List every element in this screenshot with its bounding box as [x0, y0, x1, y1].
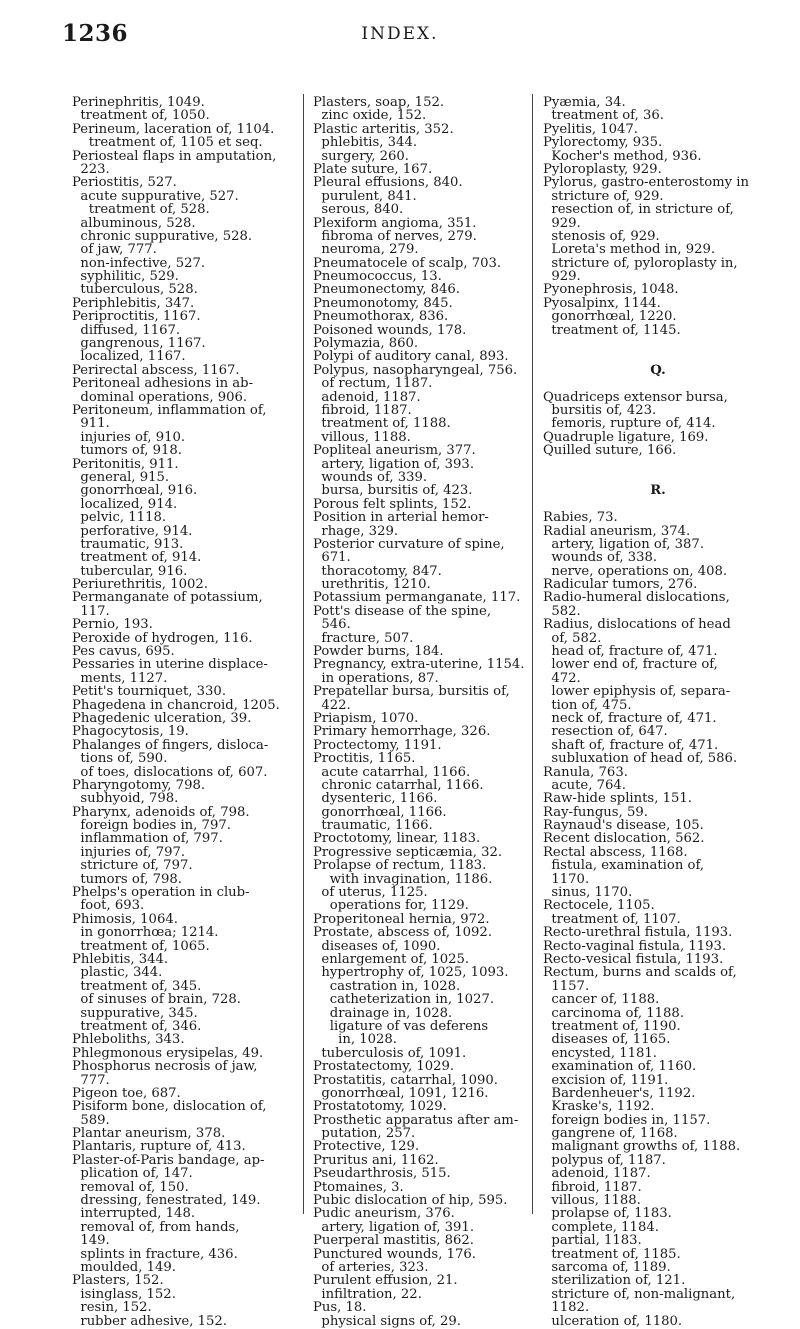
index-entry: Phagocytosis, 19.	[72, 724, 189, 740]
index-entry: treatment of, 528.	[72, 202, 210, 218]
index-entry: 546.	[313, 617, 351, 633]
index-entry: Plate suture, 167.	[313, 161, 433, 177]
index-entry: stricture of, 929.	[543, 188, 664, 204]
index-entry: Rectal abscess, 1168.	[543, 844, 688, 860]
index-entry: moulded, 149.	[72, 1259, 176, 1275]
column-divider	[303, 94, 304, 1214]
index-entry: Phimosis, 1064.	[72, 911, 178, 927]
index-entry	[543, 350, 773, 363]
index-entry: Plasters, 152.	[72, 1273, 164, 1289]
index-entry: Phelps's operation in club-	[72, 885, 250, 901]
index-entry: Petit's tourniquet, 330.	[72, 684, 227, 700]
index-entry: adenoid, 1187.	[543, 1166, 651, 1182]
index-entry: tuberculous, 528.	[72, 282, 198, 298]
index-entry: splints in fracture, 436.	[72, 1246, 238, 1262]
index-entry: villous, 1188.	[543, 1193, 641, 1209]
index-entry: complete, 1184.	[543, 1219, 659, 1235]
index-entry: Recto-urethral fistula, 1193.	[543, 925, 733, 941]
index-entry: Pregnancy, extra-uterine, 1154.	[313, 657, 525, 673]
index-entry: of jaw, 777.	[72, 242, 157, 258]
index-entry: fibroid, 1187.	[313, 402, 412, 418]
index-entry: Properitoneal hernia, 972.	[313, 911, 490, 927]
index-entry: Phagedenic ulceration, 39.	[72, 710, 252, 726]
index-entry: Pes cavus, 695.	[72, 644, 175, 660]
index-entry: treatment of, 1145.	[543, 322, 681, 338]
index-entry: thoracotomy, 847.	[313, 563, 442, 579]
index-entry: treatment of, 346.	[72, 1018, 202, 1034]
index-entry: Potassium permanganate, 117.	[313, 590, 521, 606]
index-entry: Porous felt splints, 152.	[313, 496, 472, 512]
index-entry: injuries of, 797.	[72, 844, 186, 860]
index-entry: Ranula, 763.	[543, 764, 628, 780]
index-entry: 911.	[72, 416, 110, 432]
index-entry: Rectum, burns and scalds of,	[543, 965, 737, 981]
index-entry: Recent dislocation, 562.	[543, 831, 705, 847]
index-entry: Polypi of auditory canal, 893.	[313, 349, 509, 365]
index-entry: Pneumococcus, 13.	[313, 269, 442, 285]
index-entry: Progressive septicæmia, 32.	[313, 844, 503, 860]
index-entry: acute, 764.	[543, 777, 626, 793]
index-entry: Ray-fungus, 59.	[543, 804, 648, 820]
index-entry: Permanganate of potassium,	[72, 590, 263, 606]
index-entry: Pubic dislocation of hip, 595.	[313, 1193, 508, 1209]
index-entry: foot, 693.	[72, 898, 145, 914]
index-entry: Recto-vesical fistula, 1193.	[543, 952, 724, 967]
index-entry: 472.	[543, 670, 581, 686]
index-entry: traumatic, 913.	[72, 536, 184, 552]
index-column-2	[313, 96, 543, 1328]
index-entry	[543, 377, 773, 390]
index-entry: foreign bodies in, 797.	[72, 818, 231, 834]
index-entry: 223.	[72, 161, 110, 177]
index-entry: diffused, 1167.	[72, 322, 181, 338]
index-entry: resection of, in stricture of,	[543, 202, 734, 218]
index-column-1	[72, 96, 302, 1328]
index-entry: stricture of, pyloroplasty in,	[543, 255, 738, 271]
index-entry: Phagedena in chancroid, 1205.	[72, 697, 280, 713]
index-entry: 929.	[543, 269, 581, 285]
index-entry: Pyæmia, 34.	[543, 95, 626, 110]
index-entry: of arteries, 323.	[313, 1259, 429, 1275]
index-entry: examination of, 1160.	[543, 1059, 697, 1075]
index-entry: zinc oxide, 152.	[313, 108, 427, 124]
index-entry: Quilled suture, 166.	[543, 443, 677, 459]
index-entry: stricture of, non-malignant,	[543, 1286, 736, 1302]
index-entry: Pisiform bone, dislocation of,	[72, 1099, 267, 1115]
index-entry: pelvic, 1118.	[72, 510, 167, 526]
index-entry: gangrene of, 1168.	[543, 1126, 678, 1142]
index-entry: treatment of, 1105 et seq.	[72, 135, 263, 151]
index-entry: Pigeon toe, 687.	[72, 1085, 181, 1101]
index-entry: treatment of, 36.	[543, 108, 664, 124]
index-entry: Pudic aneurism, 376.	[313, 1206, 455, 1222]
index-entry: bursitis of, 423.	[543, 402, 657, 418]
index-entry: Posterior curvature of spine,	[313, 536, 505, 552]
index-entry: Pessaries in uterine displace-	[72, 657, 268, 673]
index-entry: Pruritus ani, 1162.	[313, 1152, 439, 1168]
index-entry: of, 582.	[543, 630, 602, 646]
index-entry: Pott's disease of the spine,	[313, 603, 492, 619]
index-entry: Priapism, 1070.	[313, 710, 419, 726]
index-entry: femoris, rupture of, 414.	[543, 416, 716, 432]
index-entry: Loreta's method in, 929.	[543, 242, 716, 258]
index-entry: 777.	[72, 1072, 110, 1088]
index-entry: treatment of, 1185.	[543, 1246, 681, 1262]
index-entry: Pernio, 193.	[72, 617, 153, 633]
index-entry: fistula, examination of,	[543, 858, 705, 874]
index-entry: Perinephritis, 1049.	[72, 95, 205, 110]
index-entry: Periphlebitis, 347.	[72, 295, 195, 311]
index-entry: localized, 1167.	[72, 349, 186, 365]
index-entry: ments, 1127.	[72, 670, 168, 686]
index-entry: diseases of, 1165.	[543, 1032, 671, 1048]
index-entry: Radio-humeral dislocations,	[543, 590, 730, 606]
index-entry: phlebitis, 344.	[313, 135, 418, 151]
index-entry: hypertrophy of, 1025, 1093.	[313, 965, 509, 981]
index-entry: excision of, 1191.	[543, 1072, 669, 1088]
index-entry: drainage in, 1028.	[313, 1005, 453, 1021]
index-entry: acute catarrhal, 1166.	[313, 764, 471, 780]
index-entry: bursa, bursitis of, 423.	[313, 483, 473, 499]
index-entry: castration in, 1028.	[313, 978, 461, 994]
index-entry: tumors of, 798.	[72, 871, 182, 887]
index-entry: acute suppurative, 527.	[72, 188, 239, 204]
index-entry: Punctured wounds, 176.	[313, 1246, 476, 1262]
index-entry: Plastic arteritis, 352.	[313, 121, 454, 137]
index-entry: Pharynx, adenoids of, 798.	[72, 804, 250, 820]
index-entry: Phosphorus necrosis of jaw,	[72, 1059, 258, 1075]
index-entry: 1170.	[543, 871, 590, 887]
index-entry: Kocher's method, 936.	[543, 148, 702, 164]
index-entry: general, 915.	[72, 469, 170, 485]
index-entry: 582.	[543, 603, 581, 619]
index-entry: Ptomaines, 3.	[313, 1179, 404, 1195]
section-letter-heading: R.	[650, 483, 666, 499]
index-entry: 117.	[72, 603, 110, 619]
index-entry	[543, 458, 773, 471]
index-entry: tions of, 590.	[72, 751, 168, 767]
index-entry: gonorrhœal, 1220.	[543, 309, 677, 325]
index-entry: tuberculosis of, 1091.	[313, 1045, 467, 1061]
index-entry: prolapse of, 1183.	[543, 1206, 672, 1222]
index-entry: Puerperal mastitis, 862.	[313, 1233, 474, 1249]
index-entry: subhyoid, 798.	[72, 791, 179, 807]
index-entry: Raynaud's disease, 105.	[543, 818, 704, 834]
index-entry: Pharyngotomy, 798.	[72, 777, 206, 793]
index-entry: of toes, dislocations of, 607.	[72, 764, 268, 780]
index-entry: rhage, 329.	[313, 523, 399, 539]
index-entry: Prosthetic apparatus after am-	[313, 1112, 519, 1128]
index-entry: traumatic, 1166.	[313, 818, 433, 834]
index-entry: Recto-vaginal fistula, 1193.	[543, 938, 727, 954]
index-entry: Peritonitis, 911.	[72, 456, 179, 472]
index-entry: Poisoned wounds, 178.	[313, 322, 467, 338]
index-entry: Pseudarthrosis, 515.	[313, 1166, 451, 1182]
index-entry: foreign bodies in, 1157.	[543, 1112, 711, 1128]
index-entry: Peroxide of hydrogen, 116.	[72, 630, 253, 646]
index-entry: Rabies, 73.	[543, 510, 618, 526]
index-entry: artery, ligation of, 393.	[313, 456, 475, 472]
index-entry: with invagination, 1186.	[313, 871, 493, 887]
index-entry: gangrenous, 1167.	[72, 336, 206, 352]
index-entry: Pus, 18.	[313, 1300, 367, 1316]
index-entry: in, 1028.	[313, 1032, 397, 1048]
index-entry: artery, ligation of, 387.	[543, 536, 705, 552]
index-entry: carcinoma of, 1188.	[543, 1005, 685, 1021]
index-entry: in operations, 87.	[313, 670, 439, 686]
index-entry: gonorrhœal, 1091, 1216.	[313, 1085, 489, 1101]
index-entry: fracture, 507.	[313, 630, 414, 646]
index-entry: 589.	[72, 1112, 110, 1128]
index-column-3	[543, 96, 773, 1328]
index-entry	[543, 337, 773, 350]
index-entry: Pylorus, gastro-enterostomy in	[543, 175, 750, 191]
index-entry: in gonorrhœa; 1214.	[72, 925, 219, 941]
index-entry: treatment of, 1188.	[313, 416, 451, 432]
index-entry: plication of, 147.	[72, 1166, 193, 1182]
index-entry: lower end of, fracture of,	[543, 657, 718, 673]
index-entry: interrupted, 148.	[72, 1206, 196, 1222]
index-entry: Rectocele, 1105.	[543, 898, 655, 914]
index-entry: wounds of, 339.	[313, 469, 428, 485]
index-entry: Polypus, nasopharyngeal, 756.	[313, 362, 518, 378]
index-entry: resin, 152.	[72, 1300, 152, 1316]
index-entry: injuries of, 910.	[72, 429, 186, 445]
index-entry: treatment of, 1050.	[72, 108, 210, 124]
index-entry: fibroid, 1187.	[543, 1179, 642, 1195]
index-entry: Plantaris, rupture of, 413.	[72, 1139, 246, 1155]
index-entry: polypus of, 1187.	[543, 1152, 666, 1168]
index-entry: dressing, fenestrated, 149.	[72, 1193, 261, 1209]
index-entry: neck of, fracture of, 471.	[543, 710, 717, 726]
index-entry: isinglass, 152.	[72, 1286, 176, 1302]
index-entry: Pyonephrosis, 1048.	[543, 282, 679, 298]
index-entry: Radius, dislocations of head	[543, 617, 731, 633]
column-divider	[532, 94, 533, 1214]
index-entry: treatment of, 914.	[72, 550, 202, 566]
index-entry: Position in arterial hemor-	[313, 510, 489, 526]
index-entry: Pneumatocele of scalp, 703.	[313, 255, 502, 271]
index-entry: chronic suppurative, 528.	[72, 228, 253, 244]
index-entry: albuminous, 528.	[72, 215, 196, 231]
index-entry: Perirectal abscess, 1167.	[72, 362, 240, 378]
index-entry: removal of, from hands,	[72, 1219, 240, 1235]
index-entry: of rectum, 1187.	[313, 376, 433, 392]
index-entry: Pleural effusions, 840.	[313, 175, 463, 191]
index-entry: Peritoneum, inflammation of,	[72, 402, 267, 418]
index-entry: Prostate, abscess of, 1092.	[313, 925, 493, 941]
index-entry: Pneumothorax, 836.	[313, 309, 449, 325]
index-entry: Plasters, soap, 152.	[313, 95, 445, 110]
index-entry: 1157.	[543, 978, 590, 994]
index-entry: Quadriceps extensor bursa,	[543, 389, 728, 405]
index-entry: ulceration of, 1180.	[543, 1313, 683, 1329]
index-entry: treatment of, 1107.	[543, 911, 681, 927]
index-entry: Pneumonotomy, 845.	[313, 295, 453, 311]
index-entry	[543, 471, 773, 484]
index-entry: wounds of, 338.	[543, 550, 658, 566]
index-entry: sterilization of, 121.	[543, 1273, 686, 1289]
index-entry: purulent, 841.	[313, 188, 417, 204]
index-entry: Peritoneal adhesions in ab-	[72, 376, 254, 392]
index-entry: ligature of vas deferens	[313, 1018, 489, 1034]
index-entry: Primary hemorrhage, 326.	[313, 724, 491, 740]
index-entry: shaft of, fracture of, 471.	[543, 737, 719, 753]
index-entry: malignant growths of, 1188.	[543, 1139, 741, 1155]
index-entry: Radicular tumors, 276.	[543, 577, 698, 593]
index-entry: Raw-hide splints, 151.	[543, 791, 692, 807]
index-entry: Proctotomy, linear, 1183.	[313, 831, 481, 847]
index-entry: subluxation of head of, 586.	[543, 751, 738, 767]
index-entry: head of, fracture of, 471.	[543, 644, 718, 660]
index-entry: diseases of, 1090.	[313, 938, 441, 954]
index-entry: Powder burns, 184.	[313, 644, 444, 660]
index-entry: Periostitis, 527.	[72, 175, 177, 191]
index-entry: non-infective, 527.	[72, 255, 206, 271]
index-entry: Protective, 129.	[313, 1139, 420, 1155]
index-entry: stricture of, 797.	[72, 858, 193, 874]
index-entry: gonorrhœal, 1166.	[313, 804, 447, 820]
index-entry: enlargement of, 1025.	[313, 952, 470, 967]
index-entry: suppurative, 345.	[72, 1005, 198, 1021]
index-entry: 929.	[543, 215, 581, 231]
index-entry: treatment of, 1190.	[543, 1018, 681, 1034]
index-entry	[543, 498, 773, 511]
index-entry: Popliteal aneurism, 377.	[313, 443, 476, 459]
index-entry: adenoid, 1187.	[313, 389, 421, 405]
index-entry: Pyloroplasty, 929.	[543, 161, 662, 177]
index-entry: Prostatitis, catarrhal, 1090.	[313, 1072, 498, 1088]
index-entry: Plexiform angioma, 351.	[313, 215, 477, 231]
index-entry: tumors of, 918.	[72, 443, 182, 459]
index-entry: dysenteric, 1166.	[313, 791, 438, 807]
index-entry: stenosis of, 929.	[543, 228, 660, 244]
index-entry: perforative, 914.	[72, 523, 193, 539]
index-entry: 1182.	[543, 1300, 590, 1316]
index-entry: treatment of, 345.	[72, 978, 202, 994]
index-entry: Prolapse of rectum, 1183.	[313, 858, 487, 874]
index-entry: urethritis, 1210.	[313, 577, 431, 593]
index-entry: gonorrhœal, 916.	[72, 483, 198, 499]
index-entry: fibroma of nerves, 279.	[313, 228, 477, 244]
index-entry: Pyosalpinx, 1144.	[543, 295, 661, 311]
index-entry: Radial aneurism, 374.	[543, 523, 691, 539]
index-entry: Periosteal flaps in amputation,	[72, 148, 277, 164]
index-entry: physical signs of, 29.	[313, 1313, 461, 1329]
index-entry: localized, 914.	[72, 496, 178, 512]
index-entry: nerve, operations on, 408.	[543, 563, 728, 579]
index-entry: of uterus, 1125.	[313, 885, 428, 901]
index-entry: Quadruple ligature, 169.	[543, 429, 709, 445]
index-entry: of sinuses of brain, 728.	[72, 992, 241, 1008]
index-entry: tion of, 475.	[543, 697, 632, 713]
index-entry: 671.	[313, 550, 351, 566]
index-entry: Pylorectomy, 935.	[543, 135, 663, 151]
index-entry: resection of, 647.	[543, 724, 668, 740]
index-entry: villous, 1188.	[313, 429, 411, 445]
index-entry: lower epiphysis of, separa-	[543, 684, 731, 700]
index-entry: Plantar aneurism, 378.	[72, 1126, 226, 1142]
index-entry: Periproctitis, 1167.	[72, 309, 201, 325]
index-entry: treatment of, 1065.	[72, 938, 210, 954]
index-entry: Prostatectomy, 1029.	[313, 1059, 455, 1075]
index-entry: Plaster-of-Paris bandage, ap-	[72, 1152, 265, 1168]
index-entry: plastic, 344.	[72, 965, 163, 981]
index-entry: removal of, 150.	[72, 1179, 189, 1195]
index-entry: chronic catarrhal, 1166.	[313, 777, 484, 793]
section-letter-heading: Q.	[650, 362, 666, 378]
index-entry: operations for, 1129.	[313, 898, 469, 914]
index-entry: partial, 1183.	[543, 1233, 642, 1249]
index-entry: 422.	[313, 697, 351, 713]
index-entry: putation, 257.	[313, 1126, 416, 1142]
index-entry: Proctitis, 1165.	[313, 751, 416, 767]
index-entry: Proctectomy, 1191.	[313, 737, 442, 753]
index-entry: sinus, 1170.	[543, 885, 633, 901]
index-entry: catheterization in, 1027.	[313, 992, 495, 1008]
index-entry: Pneumonectomy, 846.	[313, 282, 460, 298]
index-entry: Prostatotomy, 1029.	[313, 1099, 447, 1115]
index-entry: Periurethritis, 1002.	[72, 577, 208, 593]
index-entry: syphilitic, 529.	[72, 269, 179, 285]
index-entry: neuroma, 279.	[313, 242, 419, 258]
index-entry: tubercular, 916.	[72, 563, 188, 579]
index-entry: Phleboliths, 343.	[72, 1032, 185, 1048]
index-entry: Prepatellar bursa, bursitis of,	[313, 684, 510, 700]
running-head: INDEX.	[361, 24, 439, 44]
index-entry: inflammation of, 797.	[72, 831, 223, 847]
index-entry: 149.	[72, 1233, 110, 1249]
index-entry: Bardenheuer's, 1192.	[543, 1085, 696, 1101]
index-entry: serous, 840.	[313, 202, 404, 218]
index-entry: surgery, 260.	[313, 148, 409, 164]
index-entry: Phalanges of fingers, disloca-	[72, 737, 269, 753]
index-entry: dominal operations, 906.	[72, 389, 248, 405]
index-entry: cancer of, 1188.	[543, 992, 660, 1008]
index-entry: rubber adhesive, 152.	[72, 1313, 227, 1329]
index-entry: Purulent effusion, 21.	[313, 1273, 458, 1289]
index-entry: Polymazia, 860.	[313, 336, 419, 352]
index-entry: Phlegmonous erysipelas, 49.	[72, 1045, 264, 1061]
index-entry: artery, ligation of, 391.	[313, 1219, 475, 1235]
index-entry: Phlebitis, 344.	[72, 952, 169, 967]
index-entry: Pyelitis, 1047.	[543, 121, 638, 137]
index-entry: infiltration, 22.	[313, 1286, 422, 1302]
index-entry: sarcoma of, 1189.	[543, 1259, 671, 1275]
index-entry: encysted, 1181.	[543, 1045, 657, 1061]
index-entry: Kraske's, 1192.	[543, 1099, 655, 1115]
page-number: 1236	[62, 20, 129, 47]
index-entry: Perineum, laceration of, 1104.	[72, 121, 275, 137]
